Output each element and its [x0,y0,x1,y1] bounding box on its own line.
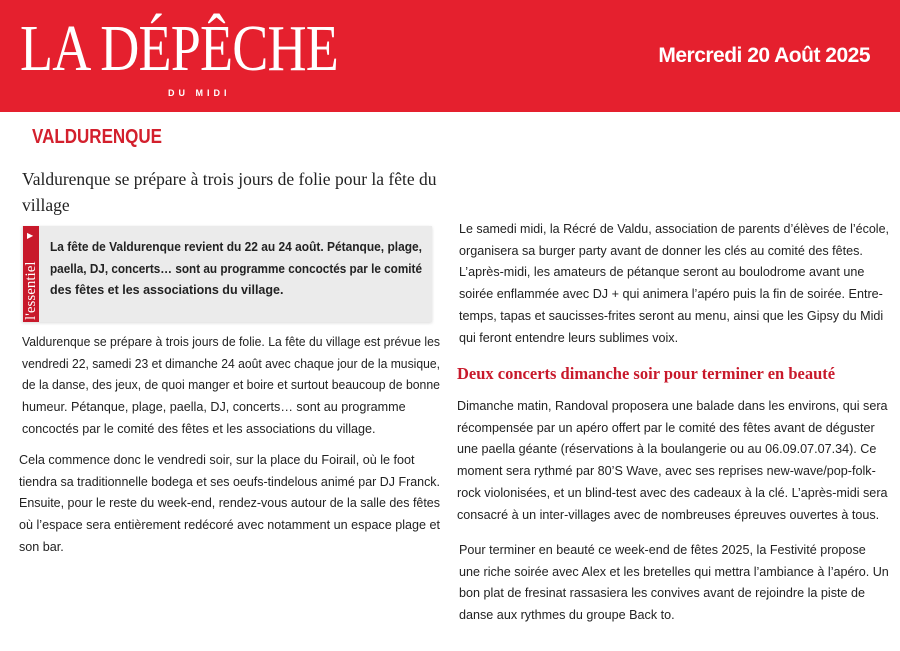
section-label: VALDURENQUE [32,126,163,148]
text-line: Dimanche matin, Randoval proposera une balade dans les environs, qui sera [457,399,888,413]
text-line: de la danse, des jeux, de quoi manger et boire et surtout beaucoup de bonne [22,378,440,393]
issue-date: Mercredi 20 Août 2025 [658,44,870,67]
text-line: temps, tapas et saucisses-frites seront au menu, ainsi que les Gipsy du Midi [459,308,884,323]
essentiel-box [22,226,432,322]
paragraph-left-2 [19,450,445,559]
text-line: Cela commence donc le vendredi soir, sur la place du Foirail, où le foot [19,453,415,467]
essentiel-summary [50,237,446,302]
essentiel-label: l'essentiel [23,261,39,320]
text-line: humeur. Pétanque, plage, paella, DJ, concerts… sont au programme [22,400,406,415]
triangle-right-icon: ▶ [27,231,34,240]
text-line: Ensuite, pour le reste du week-end, rendez-vous autour de la salle des fêtes [19,496,441,511]
text-line: concoctés par le comité des fêtes et les associations du village. [22,421,376,436]
article-title: Valdurenque se prépare à trois jours de folie pour la fête du village [22,169,437,215]
text-line: qui feront entendre leurs sublimes voix. [459,330,679,345]
masthead [0,0,900,112]
text-line: Pour terminer en beauté ce week-end de fêtes 2025, la Festivité propose [459,543,866,557]
text-line: Valdurenque se prépare à trois jours de folie. La fête du village est prévue les [22,335,441,349]
summary-line: La fête de Valdurenque revient du 22 au 24 août. Pétanque, plage, [50,240,423,254]
text-line: une paella géante (réservations à la boulangerie ou au 06.09.07.07.34). Ce [457,442,877,457]
text-line: Le samedi midi, la Récré de Valdu, association de parents d’élèves de l’école, [459,222,889,236]
summary-line: des fêtes et les associations du village. [50,283,284,298]
text-line: rock violonisées, et un blind-test avec des cadeaux à la clé. L’après-midi sera [457,485,888,500]
text-line: où l’espace sera entièrement redécoré avec notamment un espace plage et [19,518,440,533]
text-line: consacré à un inter-villages avec de nombreuses épreuves ouvertes à tous. [457,507,880,522]
text-line: soirée enflammée avec DJ + qui animera l’apéro puis la fin de soirée. Entre- [459,287,883,302]
subheading: Deux concerts dimanche soir pour terminer en beauté [457,364,836,383]
text-line: récompensée par un apéro offert par le comité des fêtes avant de déguster [457,420,875,435]
text-line: danse aux rythmes du groupe Back to. [459,608,675,623]
text-line: tiendra sa traditionnelle bodega et ses oeufs-tindelous animé par DJ Franck. [19,474,441,489]
text-line: L’après-midi, les amateurs de pétanque seront au boulodrome avant une [459,265,865,280]
text-line: vendredi 22, samedi 23 et dimanche 24 août avec chaque jour de la musique, [22,356,440,371]
text-line: moment sera rythmé par 80’S Wave, avec ses reprises new-wave/pop-folk- [457,464,876,479]
text-line: son bar. [19,539,64,554]
summary-line: paella, DJ, concerts… sont au programme concoctés par le comité [50,261,423,276]
text-line: une riche soirée avec Alex et les bretelles qui mettra l’ambiance à l’apéro. Un [459,564,889,579]
essentiel-tab [23,226,39,322]
newspaper-logo: LA DÉPÊCHE [20,12,339,85]
text-line: bon plat de fresinat rassasiera les convives avant de rejoindre la piste de [459,586,866,601]
paragraph-right-3 [459,540,889,627]
text-line: organisera sa burger party avant de donner les clés au comité des fêtes. [459,243,863,258]
paragraph-right-1 [459,219,893,349]
paragraph-left-1 [22,332,455,441]
logo-subtitle: DU MIDI [168,88,231,98]
paragraph-right-2 [457,396,888,526]
